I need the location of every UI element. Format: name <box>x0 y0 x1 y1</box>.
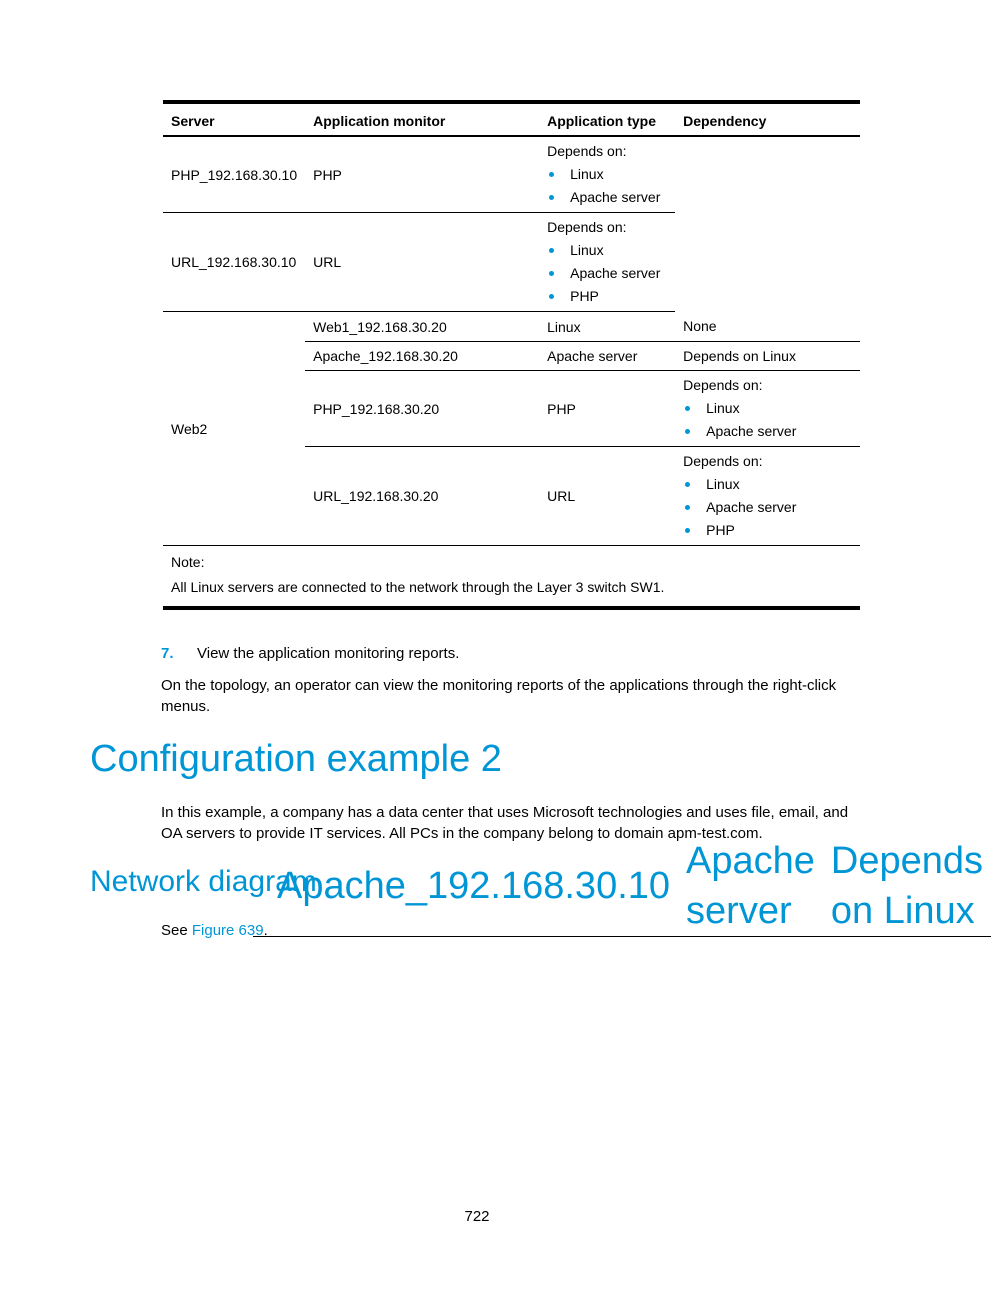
note-label: Note: <box>171 554 205 570</box>
type-cell: PHP <box>539 371 675 447</box>
dependency-cell <box>675 371 860 447</box>
dependency-cell <box>539 137 675 213</box>
dependency-item-label: Linux <box>570 242 604 258</box>
dependency-item <box>547 163 667 186</box>
dependency-cell <box>675 447 860 546</box>
dependency-item-label: Apache server <box>570 265 661 281</box>
table-header-row <box>163 102 860 136</box>
table-note <box>163 546 860 609</box>
table-note-row <box>163 546 860 609</box>
step-7 <box>161 644 459 664</box>
dependency-item <box>547 186 667 209</box>
type-cell: Apache server <box>678 836 823 937</box>
dependency-item <box>683 519 852 542</box>
dependency-item <box>683 496 852 519</box>
monitor-cell: Web1_192.168.30.20 <box>305 312 539 342</box>
dependency-heading: Depends on: <box>683 377 763 393</box>
type-cell: Linux <box>539 312 675 342</box>
type-cell: URL <box>305 213 539 312</box>
bullet-icon <box>549 195 554 200</box>
page-title: Configuration example 2 <box>90 738 502 780</box>
dependency-cell: Depends on Linux <box>675 342 860 371</box>
step-number: 7. <box>161 645 174 662</box>
monitor-cell: Apache_192.168.30.20 <box>305 342 539 371</box>
figure-link[interactable]: Figure 639 <box>191 922 264 939</box>
page-number: 722 <box>464 1208 490 1225</box>
dependency-item-label: Linux <box>706 400 740 416</box>
server-cell-web2: Web2 <box>163 312 305 546</box>
dependency-list <box>683 473 852 542</box>
table-row <box>163 213 860 312</box>
step-text: View the application monitoring reports. <box>197 645 460 662</box>
bullet-icon <box>685 429 690 434</box>
dependency-cell: None <box>675 312 860 342</box>
monitor-cell: PHP_192.168.30.10 <box>163 137 305 213</box>
monitor-cell: URL_192.168.30.20 <box>305 447 539 546</box>
see-suffix: . <box>263 922 268 939</box>
header-application-monitor: Application monitor <box>305 102 539 136</box>
table-row <box>163 137 860 213</box>
dependency-item-label: Apache server <box>706 499 797 515</box>
dependency-item-label: Linux <box>706 476 740 492</box>
see-prefix: See <box>161 922 192 939</box>
topology-paragraph: On the topology, an operator can view the monitoring reports of the applications through the right-click menus. <box>161 677 837 715</box>
bullet-icon <box>549 248 554 253</box>
dependency-cell <box>539 213 675 312</box>
dependency-item-label: Linux <box>570 166 604 182</box>
dependency-heading: Depends on: <box>683 453 763 469</box>
see-figure-line <box>161 920 871 941</box>
monitor-cell: Apache_192.168.30.10 <box>269 836 678 937</box>
section-heading: Network diagram <box>90 865 317 898</box>
dependency-item <box>683 420 852 443</box>
dependency-item <box>547 285 667 308</box>
dependency-item-label: Apache server <box>706 423 797 439</box>
monitor-cell: URL_192.168.30.10 <box>163 213 305 312</box>
bullet-icon <box>549 271 554 276</box>
bullet-icon <box>685 528 690 533</box>
bullet-icon <box>685 406 690 411</box>
type-cell: URL <box>539 447 675 546</box>
dependency-heading: Depends on: <box>547 219 627 235</box>
bullet-icon <box>549 172 554 177</box>
bullet-icon <box>685 505 690 510</box>
type-cell: Apache server <box>539 342 675 371</box>
dependency-item-label: PHP <box>706 522 735 538</box>
type-cell: PHP <box>305 137 539 213</box>
header-server: Server <box>163 102 305 136</box>
dependency-item-label: Apache server <box>570 189 661 205</box>
dependency-item <box>547 239 667 262</box>
dependency-item <box>683 397 852 420</box>
dependency-list <box>547 239 667 308</box>
dependency-list <box>683 397 852 443</box>
dependency-item <box>547 262 667 285</box>
dependency-item <box>683 473 852 496</box>
intro-paragraph: In this example, a company has a data center that uses Microsoft technologies and uses file, email, and OA servers to provide IT services. All PCs in the company belong to domain apm-test.com. <box>161 804 849 842</box>
bullet-icon <box>549 294 554 299</box>
header-application-type: Application type <box>539 102 675 136</box>
table-row <box>163 312 860 342</box>
note-text: All Linux servers are connected to the network through the Layer 3 switch SW1. <box>171 579 665 595</box>
monitor-cell: PHP_192.168.30.20 <box>305 371 539 447</box>
header-dependency: Dependency <box>675 102 860 136</box>
dependency-list <box>547 163 667 209</box>
dependency-heading: Depends on: <box>547 143 627 159</box>
dependency-item-label: PHP <box>570 288 599 304</box>
bullet-icon <box>685 482 690 487</box>
dependency-cell: Depends on Linux <box>823 836 991 937</box>
